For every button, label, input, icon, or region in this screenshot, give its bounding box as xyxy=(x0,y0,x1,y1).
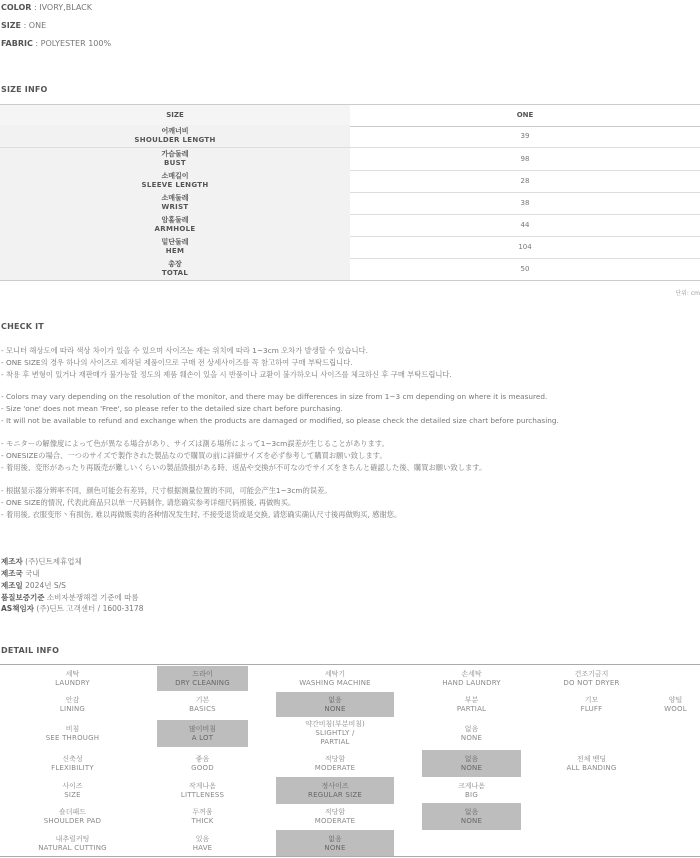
fabric-value: : POLYESTER 100% xyxy=(35,39,112,48)
size-header-label: SIZE xyxy=(0,105,350,126)
color-label: COLOR xyxy=(1,3,32,12)
size-row-en: TOTAL xyxy=(161,269,189,277)
maker-label: 제조국 xyxy=(1,569,23,578)
detail-cell-regular-size: 정사이즈 REGULAR SIZE xyxy=(276,777,394,804)
size-value: : ONE xyxy=(23,21,47,30)
maker-line xyxy=(1,592,139,603)
check-line: - Colors may vary depending on the resolution of the monitor, and there may be differences in size from 1~3 cm depending on where it is measured. xyxy=(1,392,548,401)
size-row-value: 98 xyxy=(520,155,530,163)
detail-cell-have: 있음 HAVE xyxy=(192,834,213,852)
check-line: - モニターの解像度によって色が異なる場合があり、サイズは測る場所によって1~3cm誤差が生じることがあります。 xyxy=(1,439,389,448)
detail-bottom-divider xyxy=(0,856,700,857)
maker-line xyxy=(1,603,143,614)
maker-value: 소비자분쟁해결 기준에 따름 xyxy=(44,593,139,602)
size-row-ko: 어깨너비 xyxy=(161,127,189,135)
size-row-ko: 가슴둘레 xyxy=(161,150,189,158)
detail-cell-size: 사이즈 SIZE xyxy=(62,781,83,799)
unit-note: 단위: cm xyxy=(675,290,700,297)
detail-cell-slightly-partial: 약간비침(부분비침) SLIGHTLY / PARTIAL xyxy=(305,720,365,746)
detail-cell-flex-moderate: 적당함 MODERATE xyxy=(314,754,356,772)
detail-cell-see-through-none: 없음 NONE xyxy=(460,724,483,742)
detail-cell-laundry: 세탁 LAUNDRY xyxy=(55,669,90,687)
size-row-en: WRIST xyxy=(161,203,189,211)
size-row-en: HEM xyxy=(165,247,185,255)
maker-label: 제조자 xyxy=(1,557,23,566)
check-line: - 착용 후 변형이 있거나 재판매가 불가능할 정도의 제품 훼손이 있을 시 반품이나 교환이 불가하오니 사이즈를 체크하신 후 구매 부탁드립니다. xyxy=(1,370,452,379)
size-row-value: 104 xyxy=(518,243,532,251)
detail-info-title: DETAIL INFO xyxy=(1,646,60,655)
check-line: - ONE SIZE의 경우 하나의 사이즈로 제작된 제품이므로 구매 전 상세사이즈를 꼭 참고하여 구매 부탁드립니다. xyxy=(1,358,353,367)
size-row-value: 50 xyxy=(520,265,530,273)
size-row-en: SLEEVE LENGTH xyxy=(141,181,209,189)
size-row-ko: 소매둘레 xyxy=(161,194,189,202)
detail-cell-do-not-dryer: 건조기금지 DO NOT DRYER xyxy=(563,669,620,687)
detail-cell-flexibility: 신축성 FLEXIBILITY xyxy=(51,754,94,772)
detail-cell-flex-none: 없음 NONE xyxy=(422,750,521,777)
detail-cell-dry-cleaning: 드라이 DRY CLEANING xyxy=(157,666,248,691)
size-row xyxy=(0,125,700,148)
size-row xyxy=(0,192,700,215)
detail-cell-littleness: 작게나옴 LITTLENESS xyxy=(180,781,225,799)
detail-top-divider xyxy=(0,664,700,665)
detail-cell-natural-cutting: 내추럴커팅 NATURAL CUTTING xyxy=(38,834,107,852)
size-row-en: BUST xyxy=(163,159,187,167)
maker-line xyxy=(1,556,82,567)
size-label: SIZE xyxy=(1,21,22,30)
detail-cell-all-banding: 전체 밴딩 ALL BANDING xyxy=(566,754,617,772)
size-row-ko: 소매길이 xyxy=(161,172,189,180)
detail-cell-cutting-none: 없음 NONE xyxy=(276,830,394,857)
maker-value: (주)딘트제휴업체 xyxy=(22,557,82,566)
detail-cell-big: 크게나옴 BIG xyxy=(457,781,486,799)
maker-label: 제조일 xyxy=(1,581,23,590)
check-line: - It will not be available to refund and exchange when the products are damaged or modified, so please check the detailed size chart before purchasing. xyxy=(1,416,559,425)
color-line xyxy=(1,3,92,12)
detail-cell-washing-machine: 세탁기 WASHING MACHINE xyxy=(299,669,371,687)
check-line: - 着用後, 衣服变形丶有损伤, 难以再做贩卖的各种情况发生时, 不接受退货或是交换, 请您确实确认尺寸後再做购买, 感谢您。 xyxy=(1,510,402,519)
maker-label: AS책임자 xyxy=(1,604,34,613)
size-row-ko: 암홀둘레 xyxy=(161,216,189,224)
color-value: : IVORY,BLACK xyxy=(34,3,92,12)
size-row xyxy=(0,148,700,171)
maker-value: 국내 xyxy=(22,569,40,578)
detail-cell-see-through: 비침 SEE THROUGH xyxy=(45,724,100,742)
check-line: - 着用後、変形があったり再販売が難しいくらいの製品毀損がある時、返品や交換が不可なのでサイズをきちんと確認した後、購買お願い致します。 xyxy=(1,463,487,472)
size-row xyxy=(0,214,700,237)
size-row-value: 28 xyxy=(520,177,530,185)
size-row-ko: 총장 xyxy=(168,260,182,268)
detail-cell-fluff: 기모 FLUFF xyxy=(580,695,603,713)
size-row xyxy=(0,170,700,193)
size-row-ko: 밑단둘레 xyxy=(161,238,189,246)
detail-cell-lining: 안감 LINING xyxy=(59,695,86,713)
size-info-title: SIZE INFO xyxy=(1,85,48,94)
detail-cell-pad-moderate: 적당함 MODERATE xyxy=(314,807,356,825)
detail-cell-wool: 양털 WOOL xyxy=(664,695,687,713)
size-row-value: 44 xyxy=(520,221,530,229)
detail-cell-a-lot: 많이비침 A LOT xyxy=(157,720,248,747)
size-row-value: 39 xyxy=(520,132,530,140)
size-row-value: 38 xyxy=(520,199,530,207)
detail-cell-good: 좋음 GOOD xyxy=(191,754,214,772)
detail-cell-pad-none: 없음 NONE xyxy=(422,803,521,830)
detail-cell-shoulder-pad: 숄더패드 SHOULDER PAD xyxy=(43,807,102,825)
detail-cell-basics: 기본 BASICS xyxy=(189,695,216,713)
maker-value: 2024년 S/S xyxy=(22,581,66,590)
maker-value: (주)딘트 고객센터 / 1600-3178 xyxy=(33,604,144,613)
detail-cell-thick: 두꺼움 THICK xyxy=(191,807,214,825)
detail-cell-hand-laundry: 손세탁 HAND LAUNDRY xyxy=(442,669,501,687)
check-line: - ONESIZEの場合、一つのサイズで製作された製品なので購買の前に詳細サイズを必ず参考して購買お願い致します。 xyxy=(1,451,387,460)
check-line: - 根据显示器分辨率不同，颜色可能会有差异，尺寸根据测量位置的不同，可能会产生1~3cm的误差。 xyxy=(1,486,332,495)
check-line: - ONE SIZE的情况, 代表此商品只以单一尺码制作, 请您确实参考详细尺码照後, 再做购买。 xyxy=(1,498,296,507)
size-header-value: ONE xyxy=(516,111,534,119)
size-table-header xyxy=(0,104,700,127)
maker-line xyxy=(1,568,40,579)
fabric-line xyxy=(1,39,111,48)
size-row-en: ARMHOLE xyxy=(154,225,196,233)
check-line: - Size 'one' does not mean 'Free', so please refer to the detailed size chart before purchasing. xyxy=(1,404,343,413)
maker-label: 품질보증기준 xyxy=(1,593,45,602)
size-row xyxy=(0,236,700,259)
maker-line xyxy=(1,580,66,591)
check-it-title: CHECK IT xyxy=(1,322,44,331)
detail-cell-lining-none: 없음 NONE xyxy=(276,692,394,717)
check-line: - 모니터 해상도에 따라 색상 차이가 있을 수 있으며 사이즈는 재는 위치에 따라 1~3cm 오차가 발생할 수 있습니다. xyxy=(1,346,368,355)
size-line xyxy=(1,21,46,30)
fabric-label: FABRIC xyxy=(1,39,33,48)
detail-cell-partial: 부분 PARTIAL xyxy=(456,695,487,713)
size-row xyxy=(0,258,700,281)
size-row-en: SHOULDER LENGTH xyxy=(134,136,216,144)
